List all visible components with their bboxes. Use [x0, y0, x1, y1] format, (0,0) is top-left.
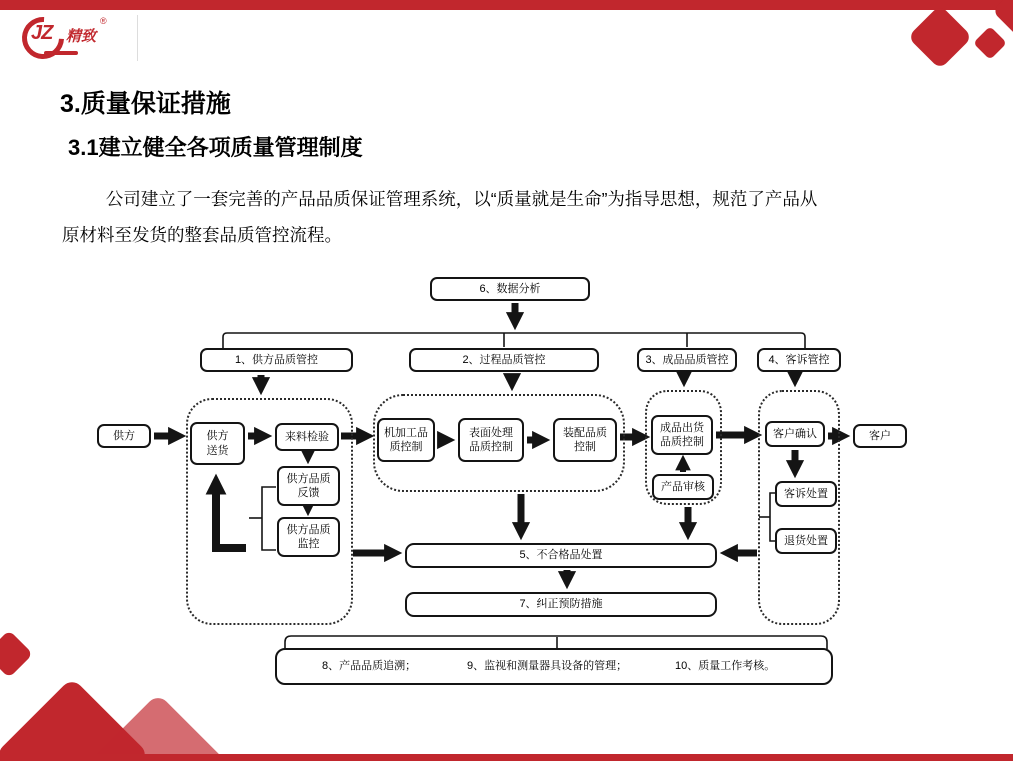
node-data-analysis: 6、数据分析: [430, 277, 590, 301]
label-measurement-mgmt: 9、监视和测量器具设备的管理；: [467, 660, 628, 673]
label-traceability: 8、产品品质追溯；: [322, 660, 417, 673]
page-title: 3.质量保证措施: [60, 90, 231, 118]
node-nonconforming-disposal: 5、不合格品处置: [405, 543, 717, 568]
node-shipment-qc: 成品出货品质控制: [651, 415, 713, 455]
connector-top-tree: [223, 333, 805, 348]
node-support-processes: [275, 648, 833, 685]
section-subtitle: 3.1建立健全各项质量管理制度: [68, 135, 363, 160]
node-product-audit: 产品审核: [652, 474, 714, 500]
logo-brand-text: 精致: [66, 28, 97, 45]
paragraph-line-1: 公司建立了一套完善的产品品质保证管理系统，以“质量就是生命”为指导思想，规范了产品从: [105, 189, 818, 209]
node-surface-qc: 表面处理品质控制: [458, 418, 524, 462]
node-complaint-handling: 客诉处置: [775, 481, 837, 507]
node-supplier-qc: 1、供方品质管控: [200, 348, 353, 372]
node-supplier-delivery: 供方送货: [190, 422, 245, 465]
node-supplier-monitoring: 供方品质监控: [277, 517, 340, 557]
paragraph-line-2: 原材料至发货的整套品质管控流程。: [62, 225, 342, 245]
node-supplier-feedback: 供方品质反馈: [277, 466, 340, 506]
logo-jz-text: JZ: [31, 22, 53, 44]
node-incoming-inspection: 来料检验: [275, 423, 339, 451]
node-complaint-qc: 4、客诉管控: [757, 348, 841, 372]
node-return-handling: 退货处置: [775, 528, 837, 554]
node-supplier: 供方: [97, 424, 151, 448]
label-quality-assessment: 10、质量工作考核。: [675, 660, 776, 673]
node-finished-qc: 3、成品品质管控: [637, 348, 737, 372]
node-assembly-qc: 装配品质控制: [553, 418, 617, 462]
logo-registered-mark: ®: [100, 16, 107, 26]
node-corrective-prevention: 7、纠正预防措施: [405, 592, 717, 617]
node-customer-confirm: 客户确认: [765, 421, 825, 447]
node-customer: 客户: [853, 424, 907, 448]
node-machining-qc: 机加工品质控制: [377, 418, 435, 462]
node-process-qc: 2、过程品质管控: [409, 348, 599, 372]
